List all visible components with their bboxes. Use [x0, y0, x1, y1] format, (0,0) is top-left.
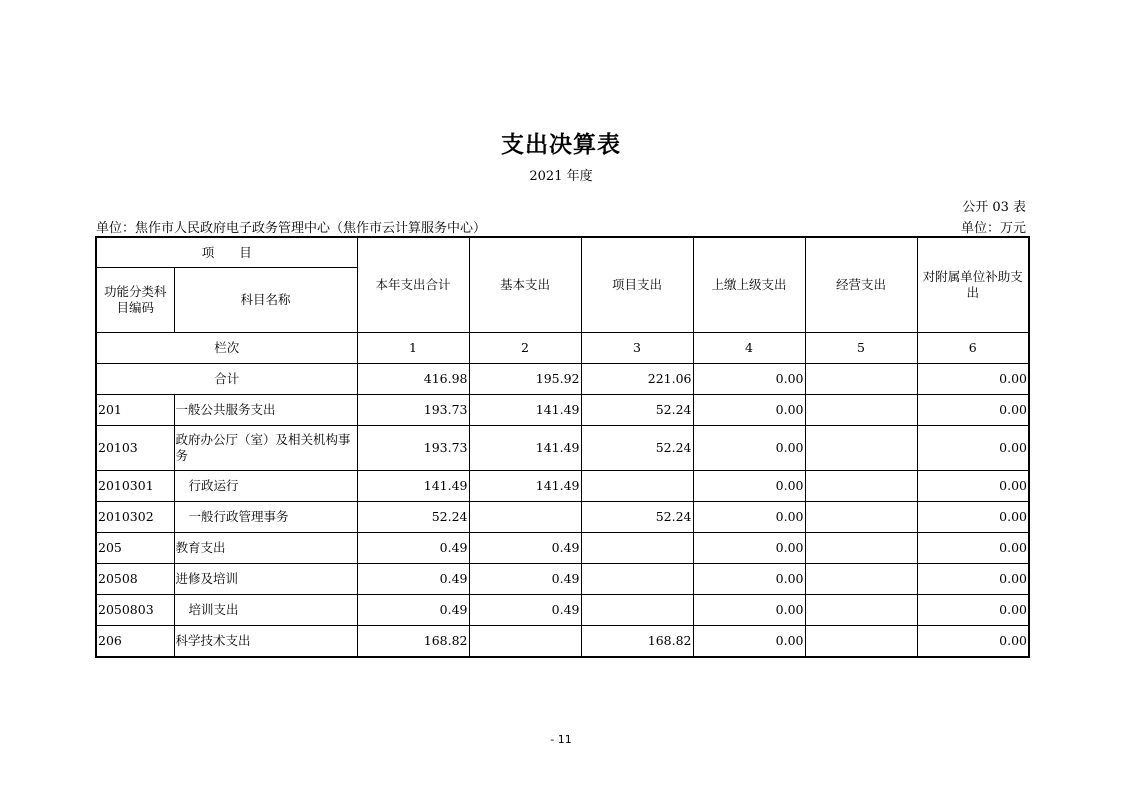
cell-value: 0.00 — [917, 533, 1029, 564]
subject-name: 一般公共服务支出 — [174, 395, 357, 426]
header-item: 项 目 — [96, 237, 357, 268]
func-code: 2010302 — [96, 502, 174, 533]
table-row — [96, 564, 1029, 595]
func-code: 20508 — [96, 564, 174, 595]
total-value — [805, 364, 917, 395]
cell-value — [581, 595, 693, 626]
cell-value — [805, 395, 917, 426]
report-year: 2021 年度 — [529, 169, 593, 184]
subject-name: 进修及培训 — [174, 564, 357, 595]
cell-value: 0.49 — [469, 564, 581, 595]
cell-value — [581, 471, 693, 502]
func-code: 2050803 — [96, 595, 174, 626]
cell-value: 0.49 — [469, 533, 581, 564]
cell-value: 0.00 — [917, 564, 1029, 595]
cell-value: 0.00 — [693, 395, 805, 426]
table-row — [96, 502, 1029, 533]
header-project: 项目支出 — [581, 237, 693, 333]
subject-name: 科学技术支出 — [174, 626, 357, 658]
total-row — [96, 364, 1029, 395]
cell-value — [805, 626, 917, 658]
column-index: 3 — [581, 333, 693, 364]
expenditure-table — [95, 236, 1030, 658]
cell-value: 52.24 — [581, 395, 693, 426]
cell-value: 0.00 — [693, 626, 805, 658]
cell-value — [805, 595, 917, 626]
cell-value: 52.24 — [357, 502, 469, 533]
cell-value: 0.00 — [693, 426, 805, 471]
column-index: 1 — [357, 333, 469, 364]
cell-value: 0.00 — [917, 502, 1029, 533]
total-label: 合计 — [96, 364, 357, 395]
cell-value: 168.82 — [581, 626, 693, 658]
cell-value: 168.82 — [357, 626, 469, 658]
cell-value: 193.73 — [357, 426, 469, 471]
total-value: 0.00 — [693, 364, 805, 395]
table-row — [96, 471, 1029, 502]
func-code: 20103 — [96, 426, 174, 471]
header-basic: 基本支出 — [469, 237, 581, 333]
table-row — [96, 595, 1029, 626]
subject-name: 行政运行 — [174, 471, 357, 502]
column-index: 5 — [805, 333, 917, 364]
cell-value: 0.49 — [357, 595, 469, 626]
header-upper: 上缴上级支出 — [693, 237, 805, 333]
header-business: 经营支出 — [805, 237, 917, 333]
cell-value — [581, 533, 693, 564]
total-value: 416.98 — [357, 364, 469, 395]
table-row — [96, 395, 1029, 426]
cell-value: 0.00 — [693, 595, 805, 626]
table-row — [96, 533, 1029, 564]
public-table-number: 公开 03 表 — [962, 200, 1026, 215]
cell-value: 141.49 — [469, 395, 581, 426]
cell-value: 141.49 — [469, 471, 581, 502]
reporting-unit: 单位：焦作市人民政府电子政务管理中心（焦作市云计算服务中心） — [96, 221, 487, 236]
func-code: 2010301 — [96, 471, 174, 502]
total-value: 221.06 — [581, 364, 693, 395]
cell-value: 0.00 — [917, 395, 1029, 426]
cell-value: 0.00 — [917, 471, 1029, 502]
cell-value: 0.00 — [693, 533, 805, 564]
cell-value — [805, 471, 917, 502]
header-total: 本年支出合计 — [357, 237, 469, 333]
cell-value — [805, 502, 917, 533]
header-column-index-label: 栏次 — [96, 333, 357, 364]
cell-value — [469, 502, 581, 533]
cell-value — [581, 564, 693, 595]
cell-value — [805, 533, 917, 564]
cell-value: 0.49 — [357, 533, 469, 564]
cell-value — [805, 426, 917, 471]
cell-value: 0.49 — [357, 564, 469, 595]
column-index: 2 — [469, 333, 581, 364]
page-title: 支出决算表 — [501, 132, 621, 158]
page-number: - 11 — [550, 733, 572, 746]
func-code: 201 — [96, 395, 174, 426]
subject-name: 培训支出 — [174, 595, 357, 626]
column-index: 4 — [693, 333, 805, 364]
total-value: 195.92 — [469, 364, 581, 395]
cell-value: 0.00 — [693, 564, 805, 595]
cell-value: 52.24 — [581, 426, 693, 471]
header-subsidy: 对附属单位补助支出 — [917, 237, 1029, 333]
cell-value: 193.73 — [357, 395, 469, 426]
cell-value: 0.00 — [917, 426, 1029, 471]
cell-value: 141.49 — [357, 471, 469, 502]
header-subject-name: 科目名称 — [174, 268, 357, 333]
cell-value: 0.00 — [693, 502, 805, 533]
cell-value: 0.00 — [917, 626, 1029, 658]
cell-value: 141.49 — [469, 426, 581, 471]
func-code: 205 — [96, 533, 174, 564]
column-index: 6 — [917, 333, 1029, 364]
cell-value — [469, 626, 581, 658]
cell-value — [805, 564, 917, 595]
subject-name: 一般行政管理事务 — [174, 502, 357, 533]
table-row — [96, 626, 1029, 658]
cell-value: 0.49 — [469, 595, 581, 626]
cell-value: 0.00 — [917, 595, 1029, 626]
subject-name: 政府办公厅（室）及相关机构事务 — [174, 426, 357, 471]
table-row — [96, 426, 1029, 471]
currency-unit: 单位：万元 — [960, 221, 1026, 236]
total-value: 0.00 — [917, 364, 1029, 395]
cell-value: 0.00 — [693, 471, 805, 502]
subject-name: 教育支出 — [174, 533, 357, 564]
cell-value: 52.24 — [581, 502, 693, 533]
func-code: 206 — [96, 626, 174, 658]
header-func-code: 功能分类科目编码 — [96, 268, 174, 333]
